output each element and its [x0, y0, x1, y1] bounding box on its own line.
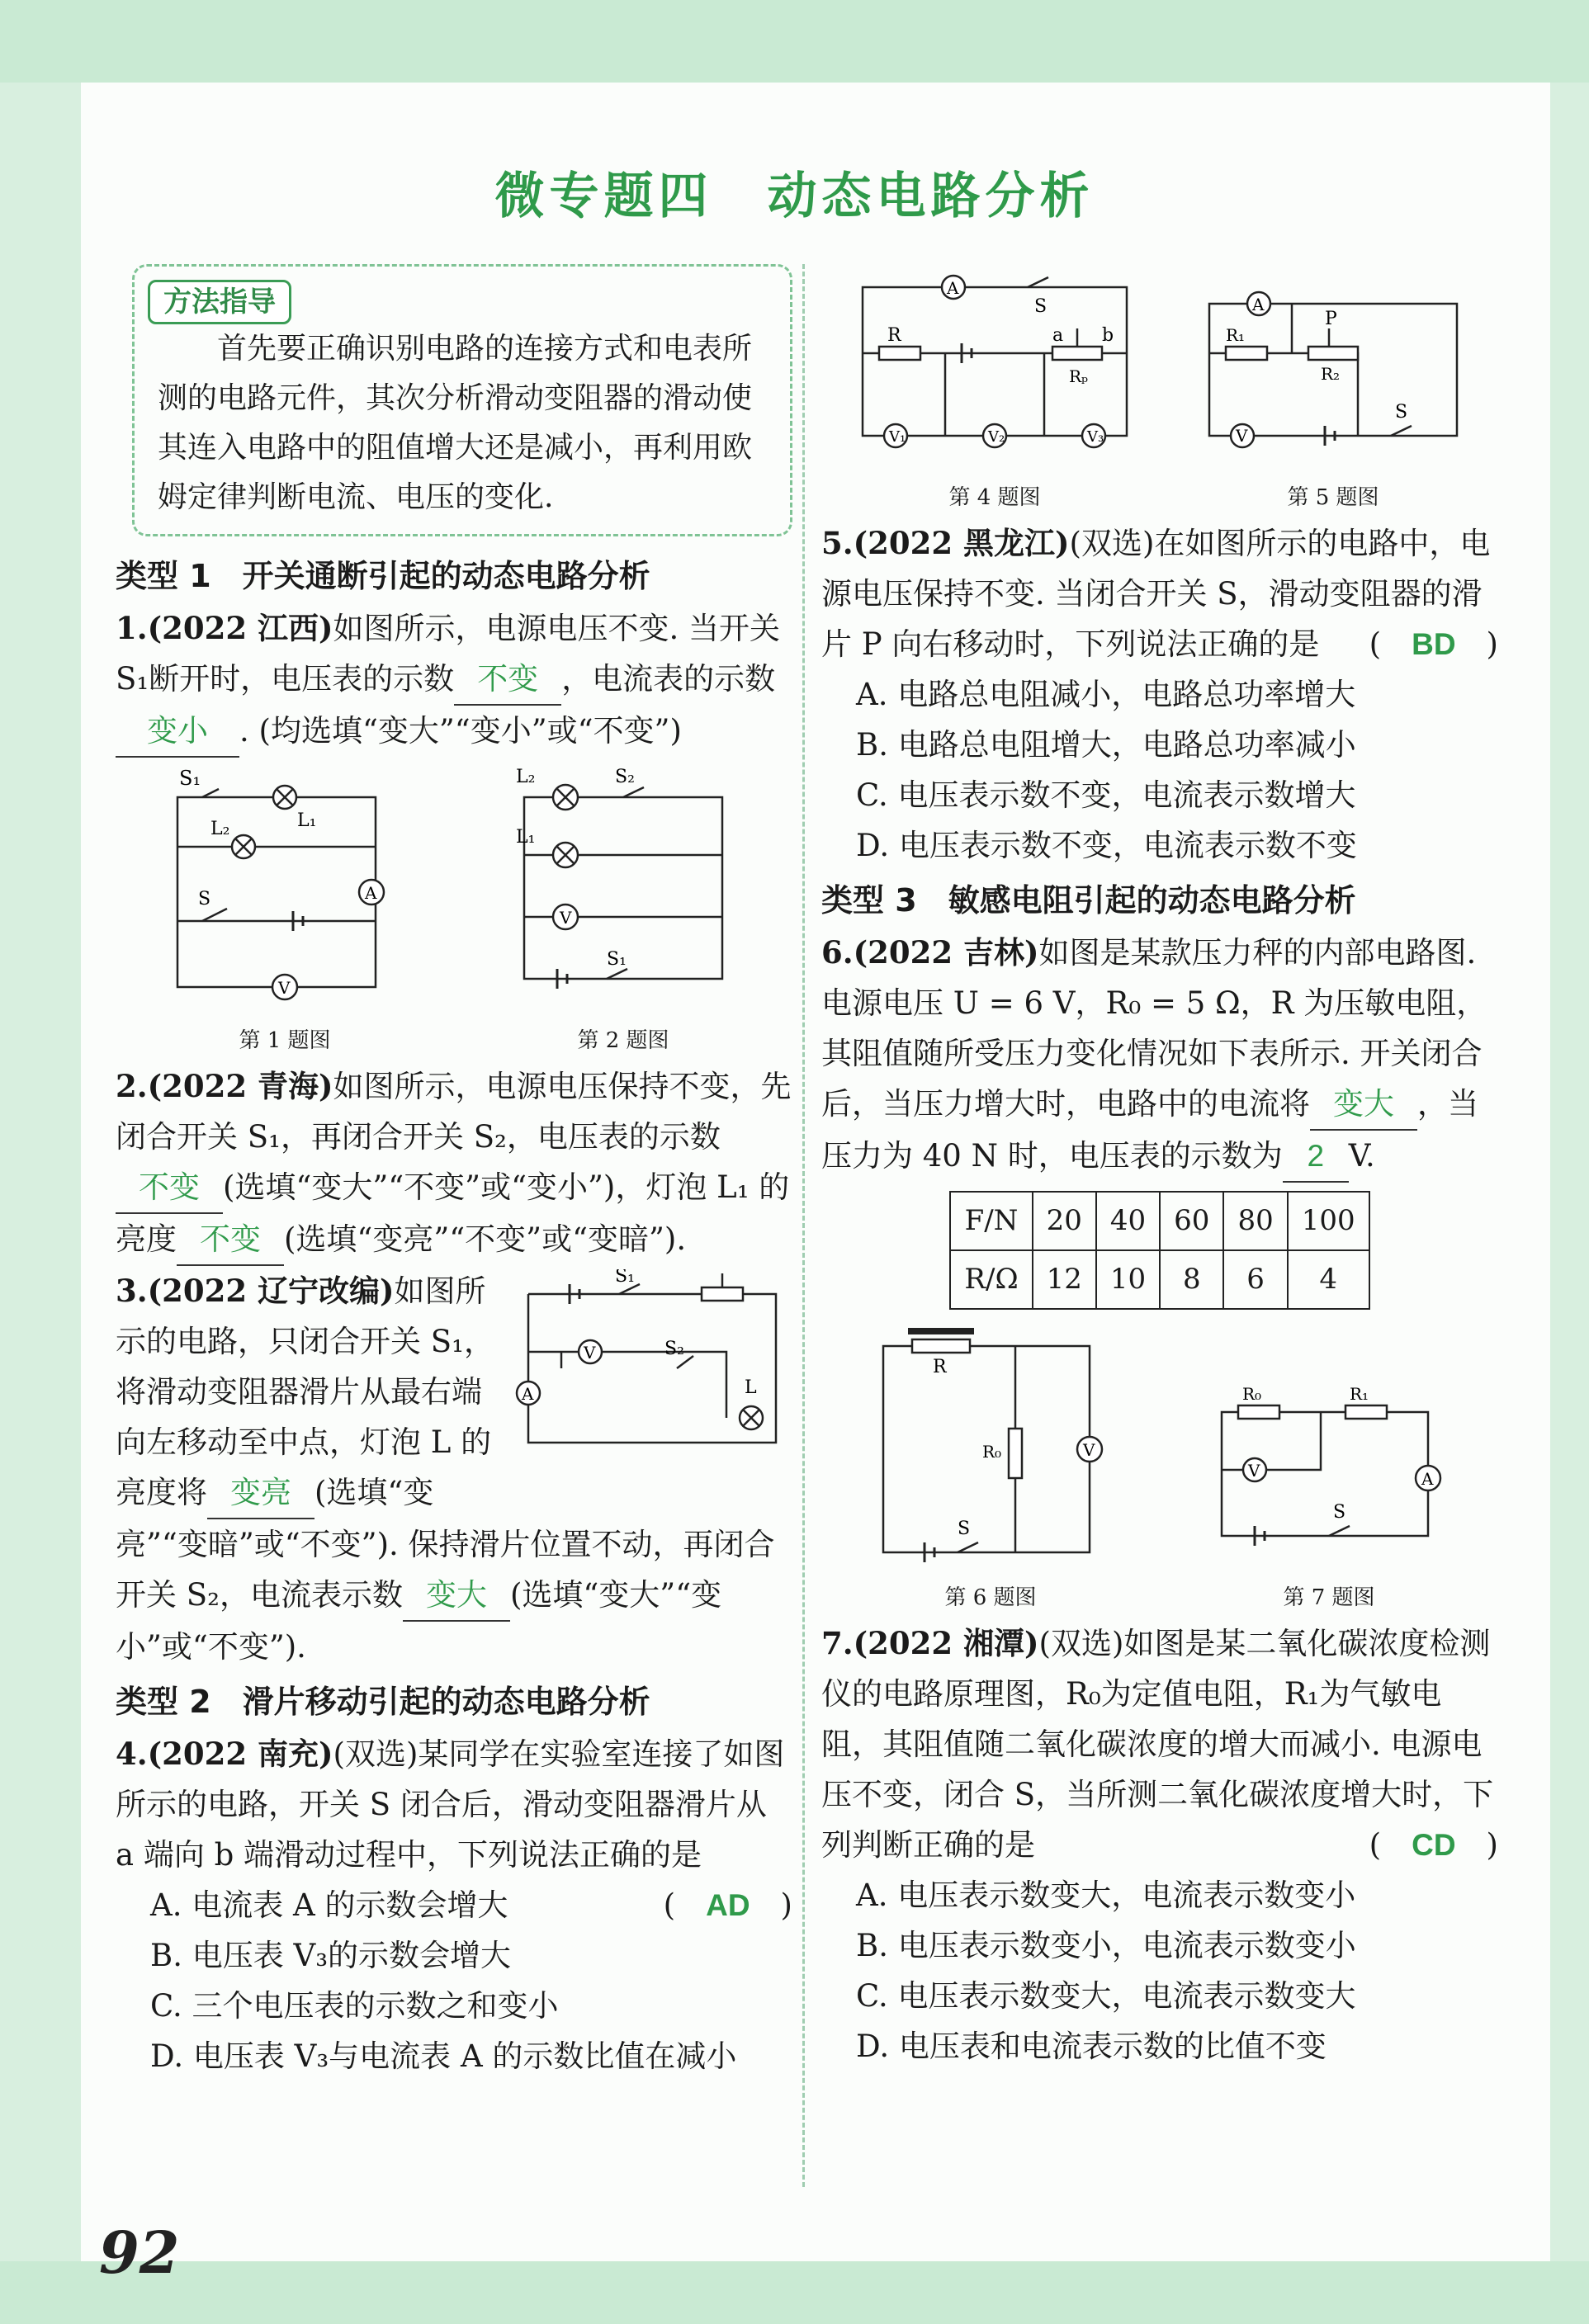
svg-text:R₀: R₀	[1242, 1384, 1262, 1404]
table-cell: 6	[1223, 1250, 1287, 1309]
figure-6	[867, 1321, 1114, 1612]
q6-source: (2022 吉林)	[853, 934, 1039, 971]
question-6	[821, 928, 1498, 1183]
figure-1	[161, 764, 409, 1055]
type2-heading: 类型 2 滑片移动引起的动态电路分析	[116, 1684, 650, 1720]
figure-5	[1193, 271, 1473, 512]
q4-option-a: A. 电流表 A 的示数会增大	[150, 1887, 508, 1923]
table-cell: 8	[1160, 1250, 1223, 1309]
q4-tag: (双选)	[333, 1736, 419, 1772]
svg-text:V: V	[1236, 426, 1248, 446]
q1-answer-1: 不变	[454, 654, 561, 706]
circuit-diagram-4	[846, 271, 1143, 469]
table-row	[950, 1192, 1369, 1250]
svg-text:A: A	[947, 278, 959, 298]
question-2	[116, 1061, 792, 1266]
q2-text-3: (选填“变亮”“不变”或“变暗”).	[284, 1221, 687, 1257]
circuit-diagram-3	[512, 1269, 792, 1484]
q5-tag: (双选)	[1069, 526, 1155, 561]
svg-text:A: A	[1421, 1469, 1434, 1489]
circuit-diagram-7	[1205, 1371, 1453, 1569]
q4-option-b: B. 电压表 V₃的示数会增大	[150, 1938, 512, 1973]
q1-number: 1.	[116, 610, 148, 646]
svg-text:V: V	[1248, 1461, 1260, 1481]
question-1	[116, 603, 792, 758]
q2-text-1: 如图所示，电源电压保持不变，先闭合开关 S₁，再闭合开关 S₂，电压表的示数	[116, 1069, 792, 1155]
figure-2-caption: 第 2 题图	[577, 1028, 669, 1053]
q7-answer: CD	[1412, 1828, 1456, 1862]
q7-stem: 如图是某二氧化碳浓度检测仪的电路原理图，R₀为定值电阻，R₁为气敏电阻，其阻值随二氧化碳浓度的增大而减小. 电源电压不变，闭合 S，当所测二氧化碳浓度增大时，下列判断正确的是	[821, 1626, 1494, 1863]
svg-text:R₁: R₁	[1226, 325, 1246, 345]
q2-answer-2: 不变	[177, 1214, 284, 1266]
method-box	[132, 264, 792, 536]
q6-text-1: 如图是某款压力秤的内部电路图. 电源电压 U = 6 V，R₀ = 5 Ω，R 为压敏电阻，其阻值随所受压力变化情况如下表所示. 开关闭合后，当压力增大时，电路中的电流将	[821, 935, 1487, 1122]
table-cell: 12	[1033, 1250, 1096, 1309]
table-cell: 100	[1288, 1192, 1369, 1250]
svg-text:V₁: V₁	[889, 428, 906, 446]
left-column	[116, 264, 792, 2081]
q7-source: (2022 湘潭)	[853, 1625, 1039, 1661]
svg-text:V₂: V₂	[988, 428, 1005, 446]
q1-text-2: ，电流表的示数	[561, 661, 776, 697]
q3-source: (2022 辽宁改编)	[147, 1273, 395, 1309]
svg-text:V: V	[584, 1343, 596, 1363]
fig-row-4-5	[821, 271, 1498, 512]
q6-answer-2: 2	[1283, 1131, 1349, 1183]
svg-text:R: R	[933, 1357, 947, 1377]
table-cell: 60	[1160, 1192, 1223, 1250]
q7-option-c: C. 电压表示数变大，电流表示数变大	[856, 1978, 1356, 2014]
q3-text-3: (选填“变大”“变小”或“不变”).	[116, 1577, 722, 1665]
q4-number: 4.	[116, 1736, 148, 1772]
force-resistance-table	[949, 1191, 1369, 1310]
svg-text:R₂: R₂	[1321, 364, 1341, 384]
q5-option-c: C. 电压表示数不变，电流表示数增大	[856, 777, 1356, 813]
q4-option-c: C. 三个电压表的示数之和变小	[150, 1988, 559, 2024]
q5-option-d: D. 电压表示数不变，电流表示数不变	[856, 828, 1357, 863]
svg-text:L₁: L₁	[297, 810, 317, 831]
svg-text:A: A	[1252, 295, 1265, 314]
svg-text:S₁: S₁	[179, 767, 201, 790]
svg-text:S: S	[958, 1519, 971, 1539]
q5-number: 5.	[821, 525, 854, 561]
question-5: 5.(2022 黑龙江)(双选)在如图所示的电路中，电源电压保持不变. 当闭合开关 S，滑动变阻器的滑片 P 向右移动时，下列说法正确的是 ( BD )	[821, 525, 1498, 662]
q1-text-3: . (均选填“变大”“变小”或“不变”)	[239, 713, 682, 749]
figure-7-caption: 第 7 题图	[1283, 1585, 1375, 1610]
svg-text:a: a	[1052, 325, 1064, 346]
q2-text-2: (选填“变大”“不变”或“变小”)，灯泡 L₁ 的亮度	[116, 1169, 790, 1257]
q3-answer-2: 变大	[403, 1570, 510, 1622]
svg-text:V: V	[278, 978, 291, 998]
figure-4	[846, 271, 1143, 512]
q6-answer-1: 变大	[1310, 1079, 1417, 1131]
circuit-diagram-2	[499, 764, 747, 1012]
q1-answer-2: 变小	[116, 706, 239, 758]
question-4: 4.(2022 南充)(双选)某同学在实验室连接了如图所示的电路，开关 S 闭合后，滑动变阻器滑片从 a 端向 b 端滑动过程中，下列说法正确的是 ( AD )	[116, 1736, 792, 1923]
svg-text:S₁: S₁	[615, 1269, 635, 1287]
table-cell: 4	[1288, 1250, 1369, 1309]
q4-option-d: D. 电压表 V₃与电流表 A 的示数比值在减小	[150, 2038, 737, 2074]
svg-text:R₀: R₀	[982, 1442, 1002, 1462]
svg-text:R₁: R₁	[1350, 1384, 1369, 1404]
table-cell: 80	[1223, 1192, 1287, 1250]
q7-number: 7.	[821, 1625, 854, 1661]
svg-text:S: S	[1395, 402, 1408, 423]
q4-source: (2022 南充)	[147, 1736, 333, 1772]
svg-text:L: L	[745, 1377, 757, 1398]
q2-source: (2022 青海)	[147, 1068, 333, 1104]
table-row-label: F/N	[950, 1192, 1032, 1250]
column-divider	[802, 264, 805, 2187]
svg-text:A: A	[522, 1384, 534, 1404]
method-tag: 方法指导	[148, 280, 291, 324]
q4-stem: 某同学在实验室连接了如图所示的电路，开关 S 闭合后，滑动变阻器滑片从 a 端向 b 端滑动过程中，下列说法正确的是	[116, 1736, 785, 1873]
bottom-band	[0, 2261, 1589, 2324]
q2-number: 2.	[116, 1068, 148, 1104]
circuit-diagram-6	[867, 1321, 1114, 1569]
svg-text:L₁: L₁	[516, 827, 536, 848]
table-cell: 40	[1096, 1192, 1160, 1250]
page-title: 微专题四 动态电路分析	[494, 168, 1095, 225]
table-row-label: R/Ω	[950, 1250, 1032, 1309]
q6-text-3: V.	[1348, 1138, 1375, 1174]
page-number: 92	[99, 2218, 180, 2287]
circuit-diagram-5	[1193, 271, 1473, 469]
svg-text:S₂: S₂	[615, 767, 635, 787]
q7-option-a: A. 电压表示数变大，电流表示数变小	[856, 1878, 1356, 1913]
svg-text:b: b	[1102, 325, 1114, 346]
svg-text:S: S	[198, 889, 211, 909]
question-3	[116, 1266, 792, 1672]
svg-text:R: R	[887, 325, 901, 346]
svg-text:V₃: V₃	[1087, 428, 1104, 446]
type1-heading: 类型 1 开关通断引起的动态电路分析	[116, 558, 650, 594]
circuit-diagram-1	[161, 764, 409, 1012]
q5-source: (2022 黑龙江)	[853, 525, 1070, 561]
svg-text:V: V	[560, 908, 572, 928]
table-cell: 10	[1096, 1250, 1160, 1309]
q3-text-1: 如图所示的电路，只闭合开关 S₁，将滑动变阻器滑片从最右端向左移动至中点，灯泡 L 的亮度将	[116, 1273, 494, 1510]
svg-text:Rₚ: Rₚ	[1069, 366, 1089, 386]
q5-answer: BD	[1412, 627, 1456, 661]
q6-text-2: ，当压力为 40 N 时，电压表的示数为	[821, 1086, 1478, 1174]
svg-text:S₁: S₁	[607, 949, 627, 970]
fig-row-1-2	[116, 764, 792, 1055]
type3-heading: 类型 3 敏感电阻引起的动态电路分析	[821, 882, 1356, 919]
q5-stem: 在如图所示的电路中，电源电压保持不变. 当闭合开关 S，滑动变阻器的滑片 P 向右移动时，下列说法正确的是	[821, 526, 1491, 662]
svg-text:S: S	[1034, 296, 1048, 317]
q6-number: 6.	[821, 934, 854, 971]
q7-option-b: B. 电压表示数变小，电流表示数变小	[856, 1928, 1356, 1963]
fig-row-6-7	[821, 1321, 1498, 1612]
table-row	[950, 1250, 1369, 1309]
q7-tag: (双选)	[1038, 1626, 1124, 1661]
svg-text:L₂: L₂	[516, 767, 536, 787]
top-band	[0, 0, 1589, 83]
svg-text:S: S	[1333, 1502, 1346, 1523]
svg-text:L₂: L₂	[210, 819, 230, 839]
q2-answer-1: 不变	[116, 1162, 223, 1214]
q1-source: (2022 江西)	[147, 610, 333, 646]
svg-text:S₂: S₂	[664, 1339, 684, 1359]
svg-text:P: P	[1325, 309, 1337, 329]
method-body: 首先要正确识别电路的连接方式和电表所测的电路元件，其次分析滑动变阻器的滑动使其连入电路中的阻值增大还是减小，再利用欧姆定律判断电流、电压的变化.	[158, 332, 753, 514]
svg-text:A: A	[365, 883, 377, 903]
q7-option-d: D. 电压表和电流表示数的比值不变	[856, 2029, 1327, 2064]
figure-6-caption: 第 6 题图	[944, 1585, 1037, 1610]
figure-2	[499, 764, 747, 1055]
q4-answer: AD	[706, 1888, 750, 1922]
figure-7	[1205, 1371, 1453, 1612]
q5-option-b: B. 电路总电阻增大，电路总功率减小	[856, 727, 1356, 763]
q3-answer-1: 变亮	[207, 1467, 314, 1519]
figure-1-caption: 第 1 题图	[239, 1028, 331, 1053]
right-column	[821, 264, 1498, 2071]
q3-number: 3.	[116, 1273, 148, 1309]
figure-5-caption: 第 5 题图	[1287, 485, 1379, 510]
q1-text-1: 如图所示，电源电压不变. 当开关 S₁断开时，电压表的示数	[116, 611, 781, 697]
q3-text-2: (选填“变亮”“变暗”或“不变”). 保持滑片位置不动，再闭合开关 S₂，电流表示数	[116, 1475, 775, 1613]
figure-4-caption: 第 4 题图	[948, 485, 1041, 510]
question-7: 7.(2022 湘潭)(双选)如图是某二氧化碳浓度检测仪的电路原理图，R₀为定值电阻，R₁为气敏电阻，其阻值随二氧化碳浓度的增大而减小. 电源电压不变，闭合 S，当所测二氧化碳浓度增大时，下列判断正确的是 ( CD )	[821, 1625, 1498, 1863]
svg-text:V: V	[1083, 1440, 1095, 1460]
q5-option-a: A. 电路总电阻减小，电路总功率增大	[856, 677, 1356, 712]
table-cell: 20	[1033, 1192, 1096, 1250]
